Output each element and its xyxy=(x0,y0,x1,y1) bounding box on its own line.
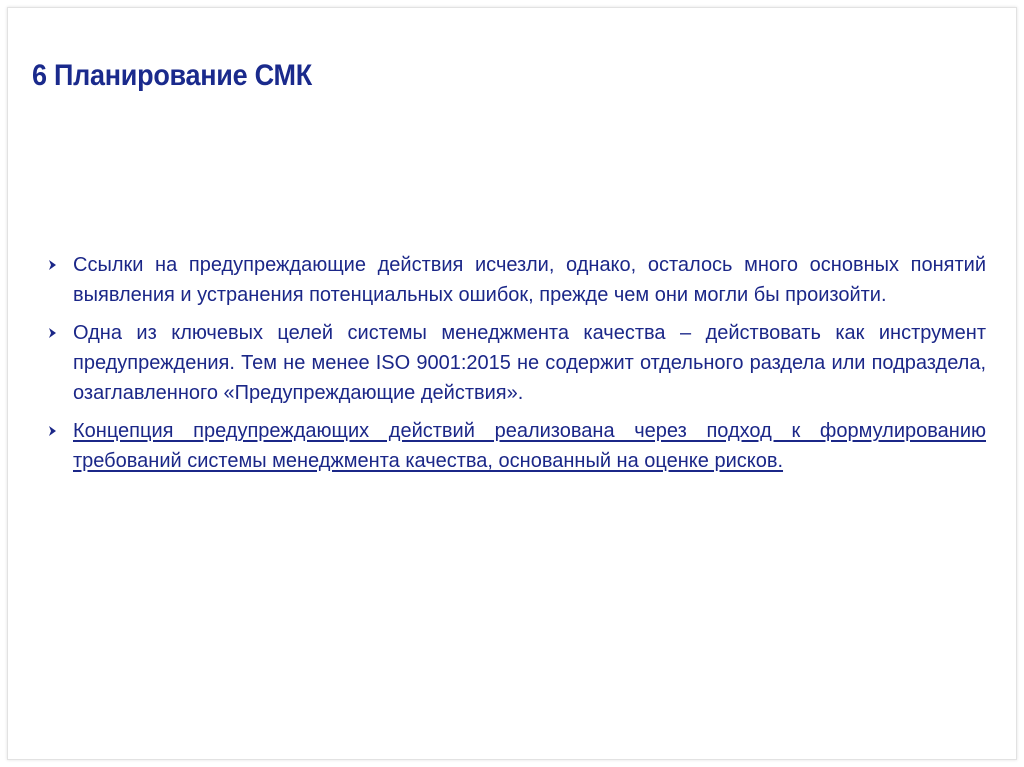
bullet-list xyxy=(46,250,986,484)
bullet-text: Ссылки на предупреждающие действия исчезли, однако, осталось много основных понятий выявления и устранения потенциальных ошибок, прежде чем они могли бы произойти. xyxy=(73,254,986,306)
bullet-item xyxy=(46,250,986,310)
arrow-bullet-icon xyxy=(46,320,64,346)
arrow-bullet-icon xyxy=(46,252,64,278)
bullet-link-text[interactable]: Концепция предупреждающих действий реализована через подход к формулированию требований системы менеджмента качества, основанный на оценке рисков. xyxy=(73,420,986,472)
bullet-item xyxy=(46,416,986,476)
slide-title: 6 Планирование СМК xyxy=(32,59,312,92)
bullet-text: Одна из ключевых целей системы менеджмента качества – действовать как инструмент предупреждения. Тем не менее ISO 9001:2015 не содержит отдельного раздела или подраздела, озаглавленного «Предупреждающие действия». xyxy=(73,322,986,404)
bullet-item xyxy=(46,318,986,408)
arrow-bullet-icon xyxy=(46,418,64,444)
